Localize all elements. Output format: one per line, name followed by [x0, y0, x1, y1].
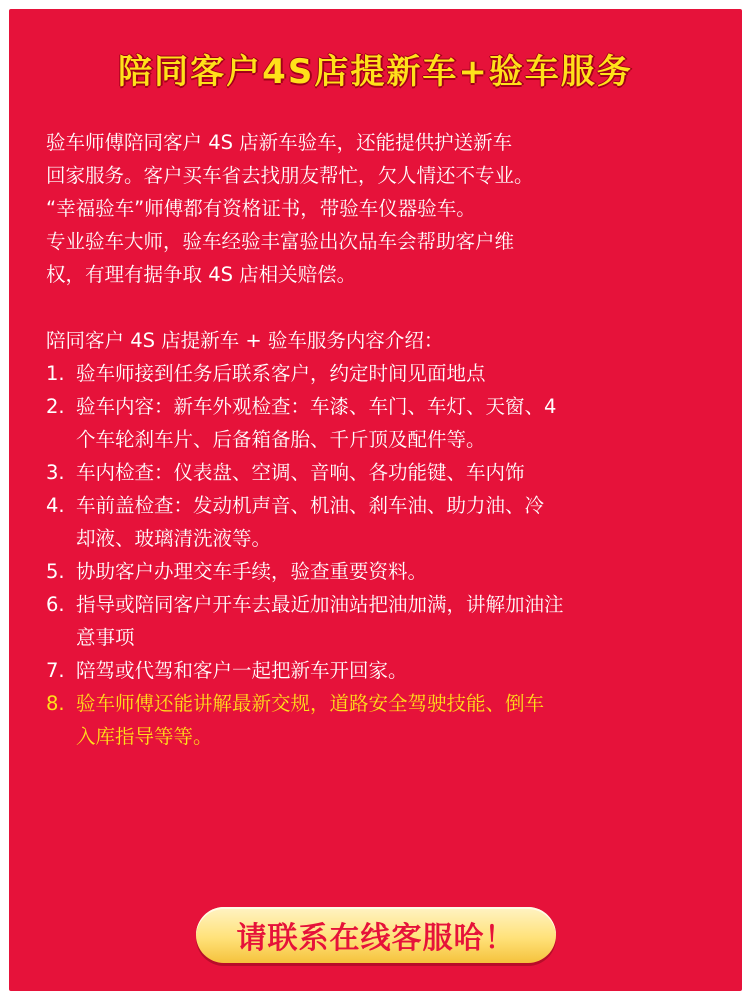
service-item	[46, 456, 726, 489]
service-item-number: 2.	[46, 395, 65, 418]
section-spacer	[46, 291, 726, 324]
service-item-line: 个车轮刹车片、后备箱备胎、千斤顶及配件等。	[76, 428, 486, 451]
service-item	[46, 588, 726, 654]
service-item-text	[76, 588, 726, 654]
services-section	[46, 324, 726, 753]
service-item-line: 陪驾或代驾和客户一起把新车开回家。	[76, 659, 408, 682]
intro-line: 回家服务。客户买车省去找朋友帮忙，欠人情还不专业。	[46, 164, 534, 187]
service-item-number: 5.	[46, 560, 65, 583]
service-item-text	[76, 489, 726, 555]
service-item-text	[76, 654, 726, 687]
contact-support-button[interactable]	[196, 907, 556, 963]
contact-support-label: 请联系在线客服哈！	[236, 921, 516, 956]
service-item-text	[76, 456, 726, 489]
service-item-number: 8.	[46, 692, 65, 715]
service-item-line: 却液、玻璃清洗液等。	[76, 527, 272, 550]
service-item-line: 意事项	[76, 626, 135, 649]
services-heading: 陪同客户 4S 店提新车 + 验车服务内容介绍：	[46, 329, 444, 352]
service-item-text	[76, 390, 726, 456]
service-item-line: 入库指导等等。	[76, 725, 213, 748]
service-item-line: 验车师傅还能讲解最新交规，道路安全驾驶技能、倒车	[76, 692, 545, 715]
service-item-text	[76, 555, 726, 588]
service-item-line: 验车师接到任务后联系客户，约定时间见面地点	[76, 362, 486, 385]
service-item-number: 7.	[46, 659, 65, 682]
intro-line: 专业验车大师，验车经验丰富验出次品车会帮助客户维	[46, 230, 515, 253]
service-item-line: 车前盖检查：发动机声音、机油、刹车油、助力油、冷	[76, 494, 545, 517]
service-item	[46, 654, 726, 687]
intro-section	[46, 126, 726, 291]
service-item-number: 3.	[46, 461, 65, 484]
intro-line: 验车师傅陪同客户 4S 店新车验车，还能提供护送新车	[46, 131, 513, 154]
intro-line: “幸福验车”师傅都有资格证书，带验车仪器验车。	[46, 197, 476, 220]
service-item	[46, 357, 726, 390]
intro-line: 权，有理有据争取 4S 店相关赔偿。	[46, 263, 357, 286]
service-item	[46, 555, 726, 588]
service-item-number: 6.	[46, 593, 65, 616]
service-item	[46, 489, 726, 555]
service-item-line: 车内检查：仪表盘、空调、音响、各功能键、车内饰	[76, 461, 525, 484]
service-item-highlighted	[46, 687, 726, 753]
service-item-number: 4.	[46, 494, 65, 517]
page-title: 陪同客户4S店提新车+验车服务	[118, 52, 633, 92]
service-item	[46, 390, 726, 456]
service-item-line: 协助客户办理交车手续，验查重要资料。	[76, 560, 428, 583]
service-item-number: 1.	[46, 362, 65, 385]
service-item-line: 验车内容：新车外观检查：车漆、车门、车灯、天窗、4	[76, 395, 557, 418]
service-item-text	[76, 687, 726, 753]
service-item-line: 指导或陪同客户开车去最近加油站把油加满，讲解加油注	[76, 593, 564, 616]
content-body	[46, 126, 726, 753]
service-item-text	[76, 357, 726, 390]
